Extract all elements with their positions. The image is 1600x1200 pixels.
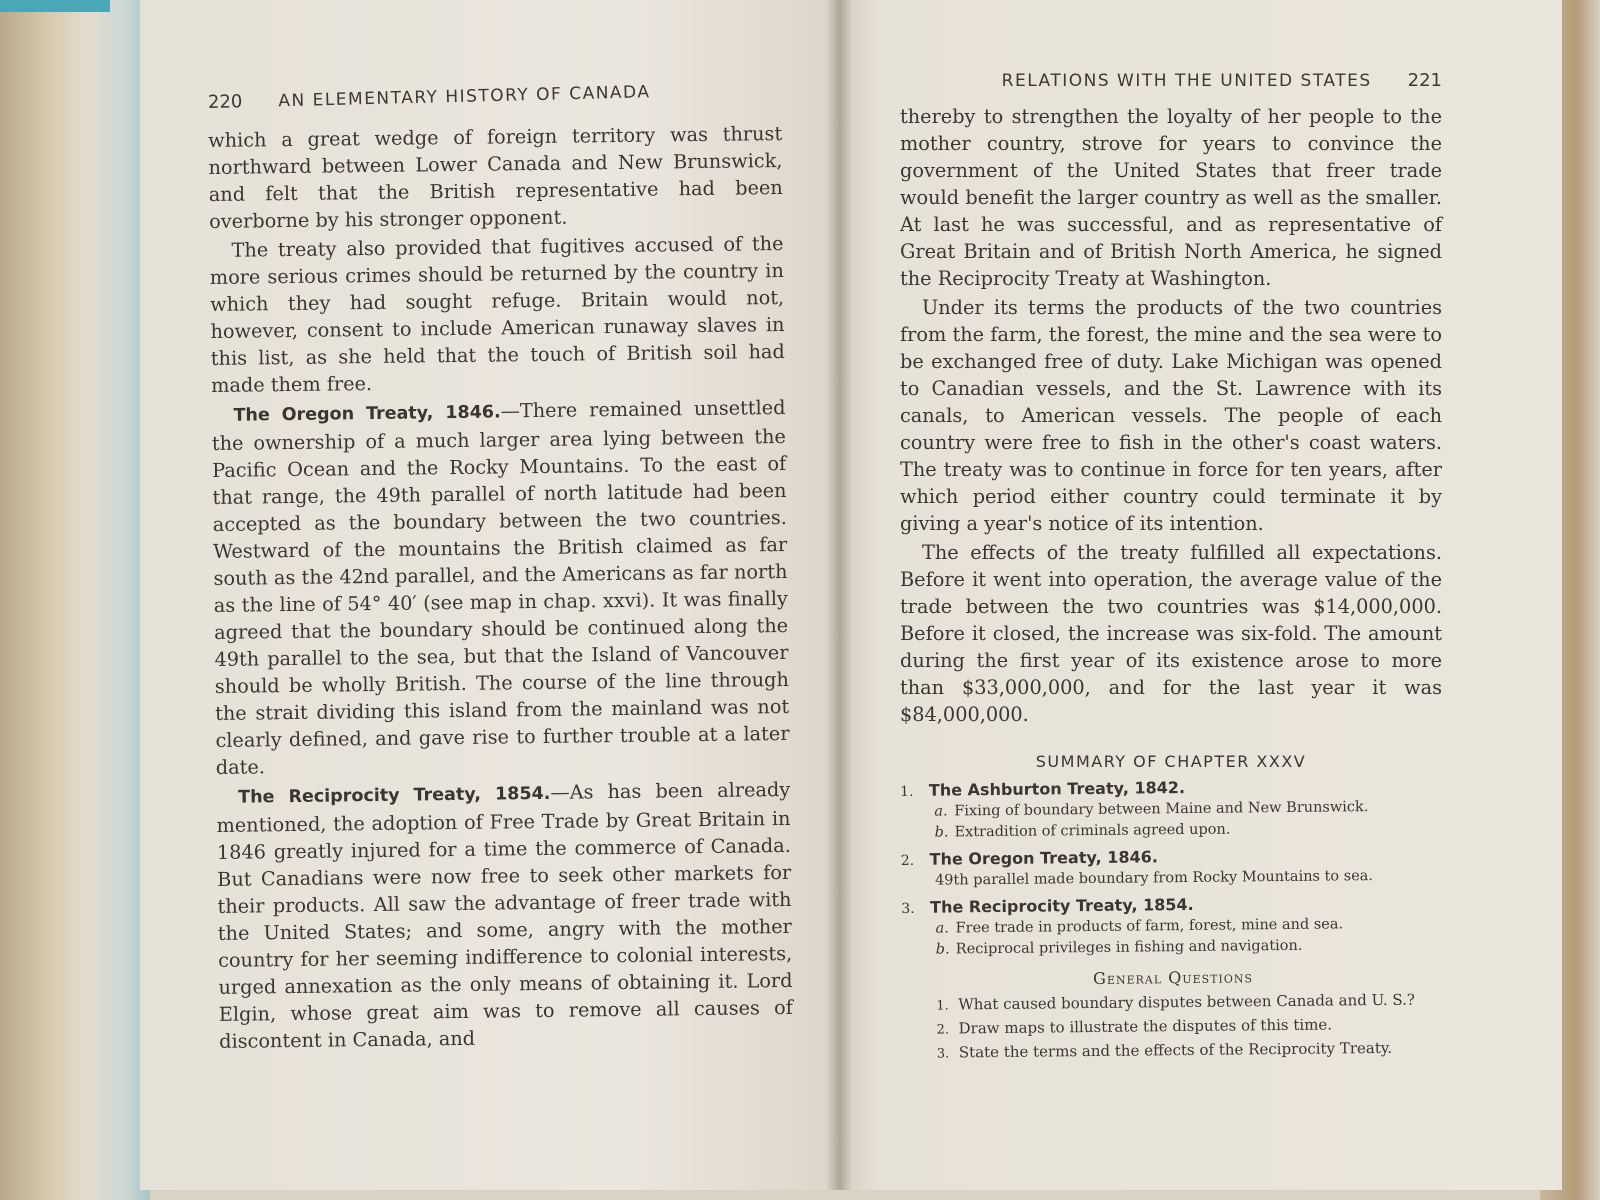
- sub-letter: a.: [934, 803, 948, 820]
- summary-item: [900, 775, 1443, 844]
- section-heading-reciprocity: The Reciprocity Treaty, 1854.: [238, 783, 551, 808]
- sub-text: Extradition of criminals agreed upon.: [954, 821, 1231, 841]
- left-running-head: [208, 78, 782, 113]
- summary-sub-list: [935, 913, 1443, 960]
- left-body-text: [208, 120, 793, 1055]
- sub-letter: a.: [935, 920, 949, 937]
- paragraph: thereby to strengthen the loyalty of her people to the mother country, strove for years to convince the government of the United States that freer trade would benefit the larger country as well as the smaller. At last he was successful, and as representative of Great Britain and of British North America, he signed the Reciprocity Treaty at Washington.: [900, 105, 1442, 290]
- right-running-title: RELATIONS WITH THE UNITED STATES: [1001, 71, 1372, 91]
- right-page-number: 221: [1407, 70, 1442, 91]
- summary-note: 49th parallel made boundary from Rocky Mountains to sea.: [934, 868, 1374, 889]
- question-text: What caused boundary disputes between Canada and U. S.?: [958, 990, 1416, 1014]
- summary-title: SUMMARY OF CHAPTER XXXV: [1035, 752, 1307, 771]
- right-body-text: [900, 103, 1442, 728]
- paragraph: The treaty also provided that fugitives accused of the more serious crimes should be returned by the country in which they had sought refuge. Britain would not, however, consent to include American runaway slaves in this list, as she held that the touch of British soil had made them free.: [209, 231, 785, 397]
- sub-text: Reciprocal privileges in fishing and navigation.: [955, 937, 1303, 958]
- oregon-text: —There remained unsettled the ownership of a much larger area lying between the Pacific Ocean and the Rocky Mountains. To the east of that range, the 49th parallel of north latitude had been accepted as the boundary between the two countries. Westward of the mountains the British claimed as far south as the 42nd parallel, and the Americans as far north as the line of 54° 40′ (see map in chap. xxvi). It was finally agreed that the boundary should be continued along the 49th parallel to the sea, but that the Island of Vancouver should be wholly British. The course of the line through the strait dividing this island from the mainland was not clearly defined, and gave rise to further trouble at a later date.: [211, 395, 790, 779]
- summary-item-number: 2.: [900, 852, 915, 869]
- question-number: 2.: [936, 1022, 950, 1038]
- left-page-number: 220: [207, 91, 243, 113]
- tape-strip: [0, 0, 110, 12]
- reciprocity-paragraph: [216, 776, 793, 1055]
- summary-item-label: The Reciprocity Treaty, 1854.: [930, 894, 1194, 917]
- sub-letter: b.: [935, 941, 950, 958]
- left-running-title: AN ELEMENTARY HISTORY OF CANADA: [278, 82, 651, 112]
- summary-item-label: The Oregon Treaty, 1846.: [929, 847, 1158, 869]
- sub-text: Fixing of boundary between Maine and New Brunswick.: [954, 799, 1369, 820]
- summary-sub-item: [934, 817, 1442, 843]
- question-number: 1.: [936, 998, 949, 1014]
- question-text: Draw maps to illustrate the disputes of this time.: [958, 1015, 1333, 1038]
- summary-item-label: The Ashburton Treaty, 1842.: [928, 778, 1186, 800]
- summary-item: [901, 892, 1444, 961]
- questions-list: [936, 988, 1445, 1065]
- summary-sub-list: [935, 865, 1443, 891]
- left-page: [140, 0, 840, 1190]
- question-number: 3.: [936, 1046, 950, 1062]
- sub-text: Free trade in products of farm, forest, mine and sea.: [955, 916, 1344, 937]
- summary-item-number: 1.: [900, 783, 914, 800]
- question-item: [937, 1036, 1445, 1065]
- reciprocity-text: —As has been already mentioned, the adoption of Free Trade by Great Britain in 1846 greatly injured for a time the commerce of Canada. But Canadians were now free to seek other markets for their products. All saw the advantage of freer trade with the United States; and some, angry with the mother country for her seeming indifference to colonial interests, urged annexation as the only means of obtaining it. Lord Elgin, whose great aim was to remove all causes of discontent in Canada, and: [216, 777, 793, 1053]
- paragraph: which a great wedge of foreign territory was thrust northward between Lower Canada and New Brunswick, and felt that the British representative had been overborne by his stronger opponent.: [208, 121, 783, 233]
- summary-item: [901, 844, 1443, 892]
- summary-sub-list: [934, 796, 1442, 843]
- paragraph: The effects of the treaty fulfilled all expectations. Before it went into operation, the average value of the trade between the two countries was $14,000,000. Before it closed, the increase was six-fold. The amount during the first year of its existence arose to more than $33,000,000, and for the last year it was $84,000,000.: [900, 541, 1442, 726]
- summary-list: [900, 775, 1445, 1066]
- right-running-head: [900, 70, 1442, 91]
- questions-title: General Questions: [1093, 967, 1254, 988]
- right-page: [840, 0, 1562, 1190]
- paragraph: Under its terms the products of the two countries from the farm, the forest, the mine and the sea were to be exchanged free of duty. Lake Michigan was opened to Canadian vessels, and the St. Lawrence with its canals, to American vessels. The people of each country were free to fish in the other's coast waters. The treaty was to continue in force for ten years, after which period either country could terminate it by giving a year's notice of its intention.: [900, 296, 1442, 535]
- sub-letter: b.: [934, 824, 949, 841]
- summary-sub-item: [936, 934, 1444, 960]
- book-edge-left: [0, 0, 150, 1200]
- section-heading-oregon: The Oregon Treaty, 1846.: [233, 402, 501, 426]
- question-text: State the terms and the effects of the Reciprocity Treaty.: [958, 1038, 1393, 1062]
- summary-item-number: 3.: [901, 900, 915, 917]
- oregon-paragraph: [211, 394, 790, 781]
- book-gutter: [826, 0, 852, 1190]
